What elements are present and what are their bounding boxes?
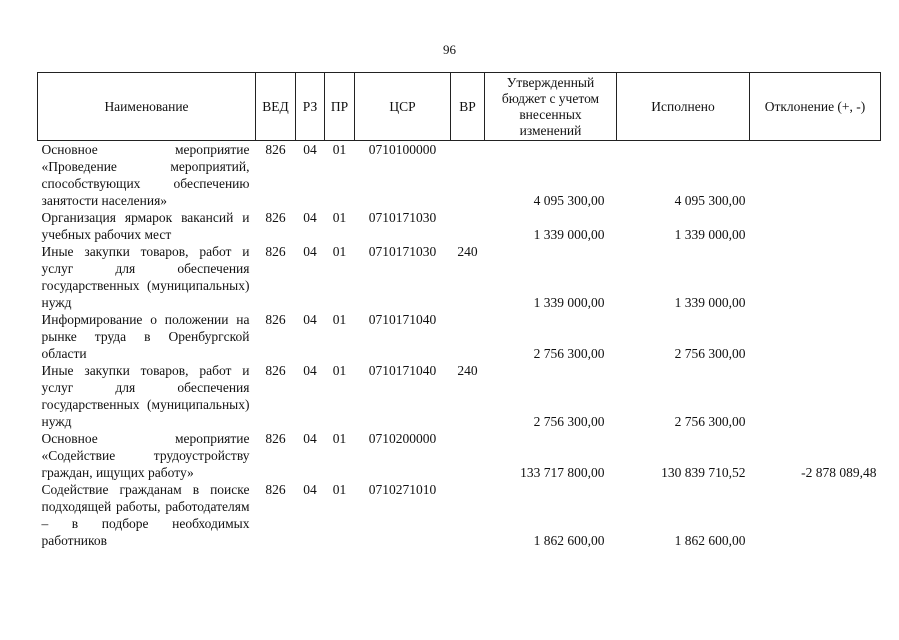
row-name: Информирование о положении на рынке труда в Оренбургской области — [41, 312, 250, 361]
row-csr: 0710100000 — [368, 142, 437, 157]
row-vr — [451, 430, 485, 481]
row-executed: 1 339 000,00 — [674, 227, 746, 242]
row-deviation — [750, 141, 881, 210]
row-deviation: -2 878 089,48 — [801, 465, 877, 480]
row-executed: 1 862 600,00 — [674, 533, 746, 548]
row-approved: 2 756 300,00 — [533, 346, 605, 361]
row-csr: 0710171030 — [368, 244, 437, 259]
page-number: 96 — [443, 42, 456, 57]
row-pr: 01 — [332, 482, 347, 497]
header-vr: ВР — [451, 73, 485, 141]
row-pr: 01 — [332, 431, 347, 446]
table-row — [38, 481, 881, 549]
row-vr — [451, 311, 485, 362]
row-approved: 2 756 300,00 — [533, 414, 605, 429]
row-rz: 04 — [303, 210, 317, 225]
table-row — [38, 243, 881, 311]
header-approved: Утвержденный бюджет с учетом внесенных изменений — [485, 73, 617, 141]
row-rz: 04 — [303, 244, 317, 259]
table-row — [38, 311, 881, 362]
table-row — [38, 430, 881, 481]
row-rz: 04 — [303, 312, 317, 327]
table-row — [38, 209, 881, 243]
row-name: Содействие гражданам в поиске подходящей работы, работодателям – в подборе необходимых работников — [41, 482, 250, 548]
row-csr: 0710171030 — [368, 210, 437, 225]
header-csr: ЦСР — [355, 73, 451, 141]
header-name: Наименование — [38, 73, 256, 141]
row-rz: 04 — [303, 482, 317, 497]
budget-execution-table — [37, 72, 881, 549]
table-row — [38, 141, 881, 210]
row-ved: 826 — [265, 431, 286, 446]
table-body — [38, 141, 881, 550]
row-approved: 1 339 000,00 — [533, 227, 605, 242]
row-csr: 0710271010 — [368, 482, 437, 497]
row-approved: 1 339 000,00 — [533, 295, 605, 310]
row-pr: 01 — [332, 210, 347, 225]
table-row — [38, 362, 881, 430]
row-executed: 2 756 300,00 — [674, 346, 746, 361]
row-rz: 04 — [303, 363, 317, 378]
row-name: Иные закупки товаров, работ и услуг для обеспечения государственных (муниципальных) нужд — [41, 244, 250, 310]
row-executed: 2 756 300,00 — [674, 414, 746, 429]
row-ved: 826 — [265, 142, 286, 157]
row-csr: 0710171040 — [368, 363, 437, 378]
row-ved: 826 — [265, 363, 286, 378]
row-rz: 04 — [303, 142, 317, 157]
row-ved: 826 — [265, 312, 286, 327]
row-name: Основное мероприятие «Проведение мероприятий, способствующих обеспечению занятости населения» — [41, 142, 250, 208]
row-ved: 826 — [265, 482, 286, 497]
row-deviation — [750, 362, 881, 430]
row-vr: 240 — [457, 244, 478, 259]
header-rz: РЗ — [296, 73, 325, 141]
row-rz: 04 — [303, 431, 317, 446]
row-vr — [451, 209, 485, 243]
row-vr — [451, 141, 485, 210]
row-approved: 1 862 600,00 — [533, 533, 605, 548]
row-name: Основное мероприятие «Содействие трудоустройству граждан, ищущих работу» — [41, 431, 250, 480]
row-pr: 01 — [332, 244, 347, 259]
row-vr: 240 — [457, 363, 478, 378]
row-deviation — [750, 311, 881, 362]
table-header — [38, 73, 881, 141]
row-pr: 01 — [332, 363, 347, 378]
row-deviation — [750, 243, 881, 311]
row-vr — [451, 481, 485, 549]
row-name: Иные закупки товаров, работ и услуг для обеспечения государственных (муниципальных) нужд — [41, 363, 250, 429]
row-approved: 133 717 800,00 — [520, 465, 605, 480]
row-executed: 4 095 300,00 — [674, 193, 746, 208]
row-executed: 1 339 000,00 — [674, 295, 746, 310]
row-deviation — [750, 209, 881, 243]
header-executed: Исполнено — [617, 73, 750, 141]
row-csr: 0710200000 — [368, 431, 437, 446]
row-csr: 0710171040 — [368, 312, 437, 327]
row-ved: 826 — [265, 244, 286, 259]
header-deviation: Отклонение (+, -) — [750, 73, 881, 141]
row-deviation — [750, 481, 881, 549]
row-executed: 130 839 710,52 — [661, 465, 746, 480]
row-pr: 01 — [332, 312, 347, 327]
header-ved: ВЕД — [256, 73, 296, 141]
row-pr: 01 — [332, 142, 347, 157]
row-ved: 826 — [265, 210, 286, 225]
row-approved: 4 095 300,00 — [533, 193, 605, 208]
header-pr: ПР — [325, 73, 355, 141]
row-name: Организация ярмарок вакансий и учебных рабочих мест — [41, 210, 250, 242]
